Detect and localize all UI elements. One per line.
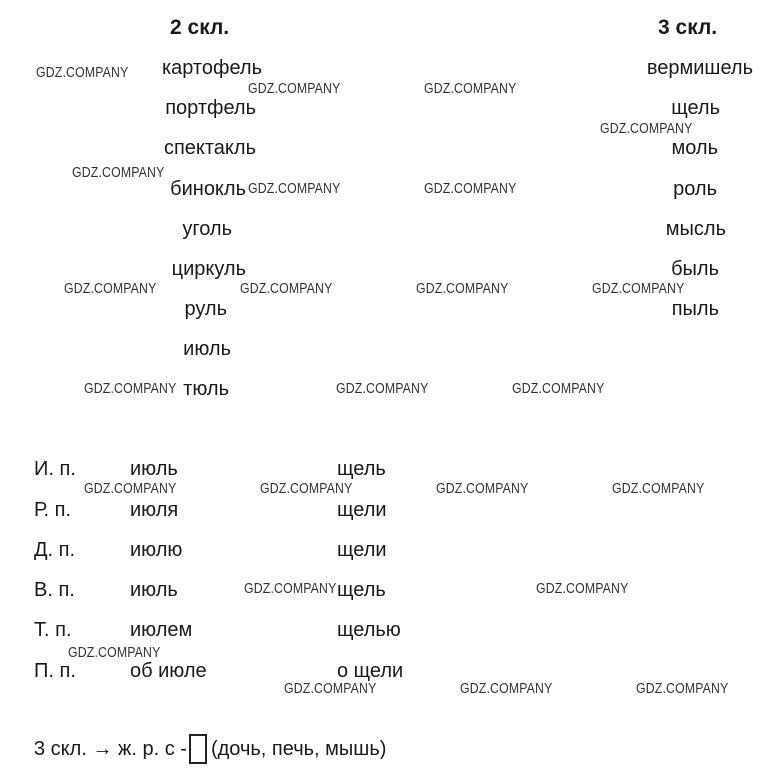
watermark: GDZ.COMPANY bbox=[636, 680, 729, 697]
watermark: GDZ.COMPANY bbox=[336, 380, 429, 397]
word-3-decl: мысль bbox=[665, 218, 726, 240]
header-second-declension: 2 скл. bbox=[170, 16, 230, 39]
case-name: В. п. bbox=[34, 579, 75, 601]
ending-box-icon bbox=[189, 734, 207, 764]
word-2-decl: спектакль bbox=[163, 137, 256, 159]
watermark: GDZ.COMPANY bbox=[416, 280, 509, 297]
watermark: GDZ.COMPANY bbox=[424, 180, 517, 197]
case-word-crack: щели bbox=[337, 499, 387, 521]
case-name: П. п. bbox=[34, 660, 76, 682]
watermark: GDZ.COMPANY bbox=[72, 164, 165, 181]
word-2-decl: уголь bbox=[182, 218, 232, 240]
case-name: Р. п. bbox=[34, 499, 72, 521]
word-3-decl: пыль bbox=[671, 298, 719, 320]
case-word-july: июль bbox=[130, 579, 178, 601]
watermark: GDZ.COMPANY bbox=[424, 80, 517, 97]
case-word-july: июль bbox=[130, 458, 178, 480]
word-3-decl: роль bbox=[673, 178, 717, 200]
case-name: И. п. bbox=[34, 458, 76, 480]
word-2-decl: руль bbox=[184, 298, 227, 320]
watermark: GDZ.COMPANY bbox=[592, 280, 685, 297]
watermark: GDZ.COMPANY bbox=[536, 580, 629, 597]
watermark: GDZ.COMPANY bbox=[460, 680, 553, 697]
watermark: GDZ.COMPANY bbox=[600, 120, 693, 137]
rule-examples: (дочь, печь, мышь) bbox=[210, 738, 387, 760]
word-2-decl: картофель bbox=[161, 57, 262, 79]
case-word-july: июля bbox=[130, 499, 179, 521]
watermark: GDZ.COMPANY bbox=[64, 280, 157, 297]
case-name: Д. п. bbox=[34, 539, 76, 561]
word-2-decl: портфель bbox=[165, 97, 256, 119]
watermark: GDZ.COMPANY bbox=[68, 644, 161, 661]
watermark: GDZ.COMPANY bbox=[36, 64, 129, 81]
watermark: GDZ.COMPANY bbox=[248, 180, 341, 197]
case-word-crack: о щели bbox=[337, 660, 404, 682]
watermark: GDZ.COMPANY bbox=[244, 580, 337, 597]
watermark: GDZ.COMPANY bbox=[240, 280, 333, 297]
watermark: GDZ.COMPANY bbox=[436, 480, 529, 497]
word-3-decl: вермишель bbox=[646, 57, 753, 79]
case-word-crack: щели bbox=[337, 539, 387, 561]
word-2-decl: тюль bbox=[183, 378, 229, 400]
header-third-declension: 3 скл. bbox=[658, 16, 718, 39]
case-name: Т. п. bbox=[34, 619, 72, 641]
word-2-decl: бинокль bbox=[170, 178, 246, 200]
watermark: GDZ.COMPANY bbox=[248, 80, 341, 97]
case-word-july: июлю bbox=[130, 539, 183, 561]
rule-line bbox=[34, 734, 386, 764]
case-word-crack: щель bbox=[337, 579, 386, 601]
watermark: GDZ.COMPANY bbox=[260, 480, 353, 497]
watermark: GDZ.COMPANY bbox=[84, 380, 177, 397]
watermark: GDZ.COMPANY bbox=[84, 480, 177, 497]
word-2-decl: июль bbox=[183, 338, 231, 360]
case-word-july: июлем bbox=[130, 619, 193, 641]
watermark: GDZ.COMPANY bbox=[612, 480, 705, 497]
case-word-crack: щель bbox=[337, 458, 386, 480]
watermark: GDZ.COMPANY bbox=[284, 680, 377, 697]
rule-prefix: 3 скл. → ж. р. с - bbox=[34, 738, 187, 760]
case-word-crack: щелью bbox=[337, 619, 401, 641]
word-3-decl: моль bbox=[671, 137, 718, 159]
case-word-july: об июле bbox=[130, 660, 207, 682]
word-3-decl: щель bbox=[671, 97, 720, 119]
watermark: GDZ.COMPANY bbox=[512, 380, 605, 397]
word-3-decl: быль bbox=[671, 258, 719, 280]
word-2-decl: циркуль bbox=[171, 258, 246, 280]
